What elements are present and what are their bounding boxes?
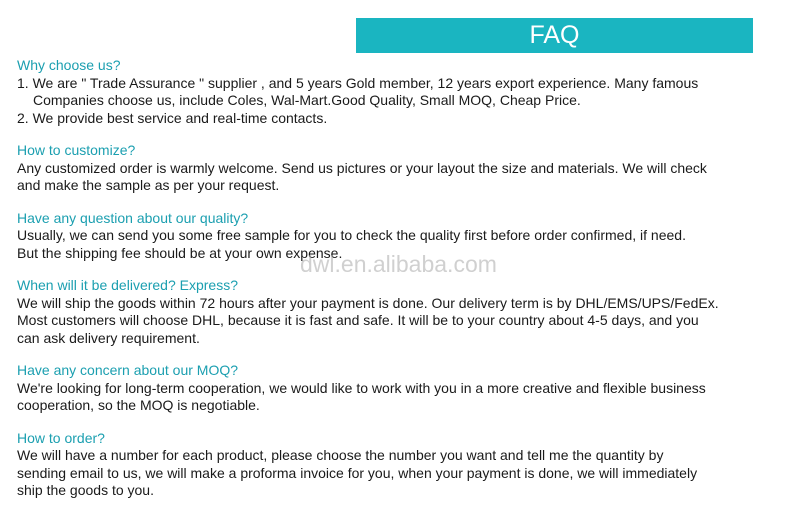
faq-answer-line: Any customized order is warmly welcome. Send us pictures or your layout the size and materials. We will check: [17, 159, 707, 176]
faq-section-customize: [17, 142, 797, 195]
faq-answer-line: We're looking for long-term cooperation, we would like to work with you in a more creative and flexible business: [17, 379, 706, 396]
faq-answer-line: can ask delivery requirement.: [17, 329, 200, 346]
faq-answer-line: cooperation, so the MOQ is negotiable.: [17, 397, 260, 413]
faq-answer-line: Usually, we can send you some free sample for you to check the quality first before order confirmed, if need.: [17, 227, 686, 243]
faq-answer-line: 2. We provide best service and real-time contacts.: [17, 109, 328, 126]
faq-question: Have any concern about our MOQ?: [17, 362, 239, 378]
faq-section-delivery: [17, 277, 797, 347]
faq-question: Have any question about our quality?: [17, 209, 249, 226]
faq-answer-line: 1. We are " Trade Assurance " supplier , and 5 years Gold member, 12 years export experience. Many famous: [17, 74, 699, 91]
faq-answer-line: ship the goods to you.: [17, 482, 154, 498]
faq-question: When will it be delivered? Express?: [17, 277, 238, 293]
faq-question: How to customize?: [17, 142, 136, 158]
faq-answer-line: We will have a number for each product, please choose the number you want and tell me the quantity by: [17, 447, 664, 463]
faq-answer-line: Companies choose us, include Coles, Wal-Mart.Good Quality, Small MOQ, Cheap Price.: [33, 92, 581, 108]
faq-question: How to order?: [17, 429, 105, 446]
faq-answer-line: But the shipping fee should be at your own expense.: [17, 244, 343, 261]
faq-answer-line: Most customers will choose DHL, because it is fast and safe. It will be to your country about 4-5 days, and you: [17, 312, 699, 328]
faq-question: Why choose us?: [17, 57, 121, 73]
faq-section-how-to-order: [17, 430, 797, 500]
watermark-text: dwl.en.alibaba.com: [300, 251, 497, 277]
faq-section-why-choose-us: [17, 57, 797, 127]
faq-answer-line: We will ship the goods within 72 hours after your payment is done. Our delivery term is by DHL/EMS/UPS/FedEx.: [17, 294, 719, 311]
faq-content: [17, 57, 797, 515]
faq-banner-title: FAQ: [356, 18, 753, 53]
faq-section-moq: [17, 362, 797, 415]
faq-answer-line: and make the sample as per your request.: [17, 177, 280, 193]
faq-answer-line: sending email to us, we will make a proforma invoice for you, when your payment is done, we will immediately: [17, 464, 698, 481]
